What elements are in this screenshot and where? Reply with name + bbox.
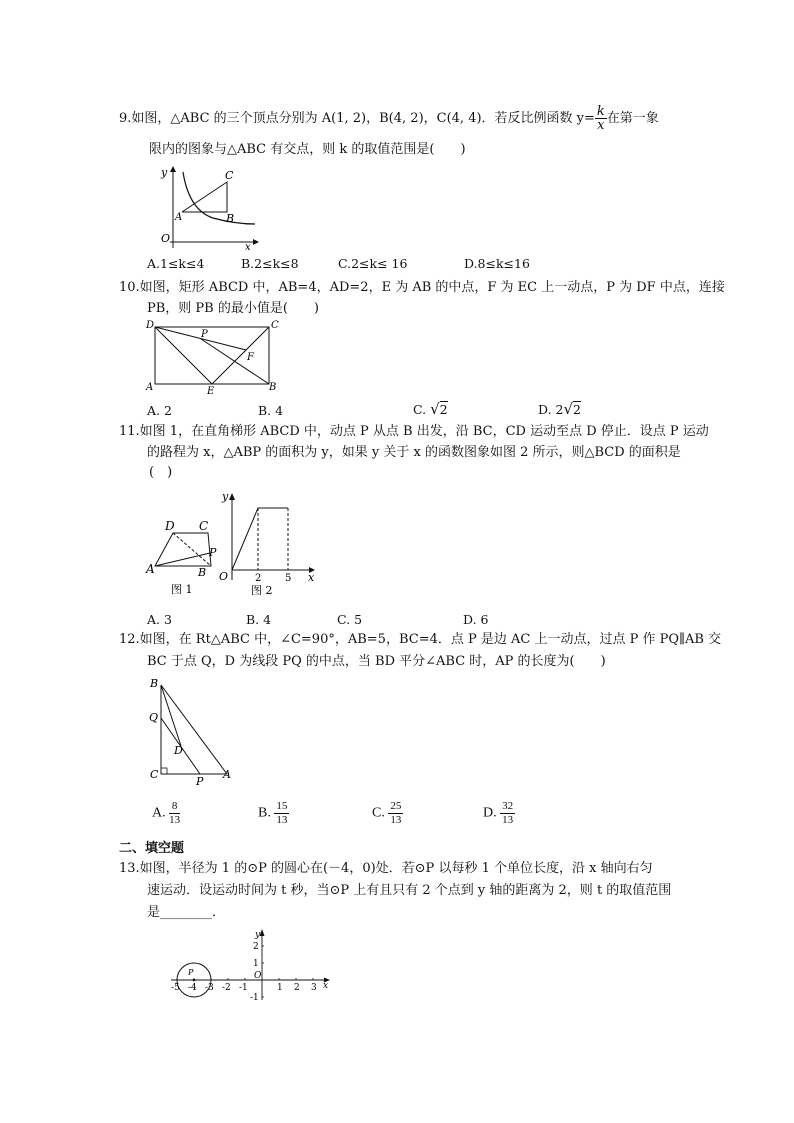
q9-option-b[interactable]: B.2≤k≤8 — [241, 256, 299, 271]
q10-line1: 10.如图，矩形 ABCD 中，AB=4，AD=2，E 为 AB 的中点，F 为 EC 上一动点，P 为 DF 中点，连接 — [119, 280, 725, 295]
q13-line1: 13.如图，半径为 1 的⊙P 的圆心在(－4，0)处．若⊙P 以每秒 1 个单位长度，沿 x 轴向右匀 — [119, 861, 653, 876]
q12-option-d[interactable]: D. $\frac{32}{13}$ — [483, 800, 514, 826]
q13-label-x: x — [323, 981, 329, 991]
q11-figure1 — [143, 513, 223, 598]
q13-ytick-neg1: -1 — [250, 993, 259, 1003]
q13-line3: 是________． — [147, 905, 226, 920]
q13-xtick-3: 3 — [311, 983, 317, 993]
q9-label-o: O — [161, 232, 171, 245]
q10-label-e: E — [207, 386, 215, 394]
q10-label-b: B — [269, 382, 277, 393]
q11-fig1-label-p: P — [209, 546, 217, 559]
q13-figure — [168, 926, 338, 1006]
q11-option-d[interactable]: D. 6 — [463, 612, 489, 627]
q11-fig1-label-c: C — [199, 519, 209, 533]
q10-option-d-radicand: 2 — [573, 402, 581, 417]
q13-xtick-neg3: -3 — [205, 983, 214, 993]
q10-option-a[interactable]: A. 2 — [147, 403, 172, 418]
q9-option-d[interactable]: D.8≤k≤16 — [464, 256, 530, 271]
q9-line1: 9.如图，△ABC 的三个顶点分别为 A(1, 2)，B(4, 2)，C(4, 4)．若反比例函数 y= $\frac{k}{x}$ 在第一象 — [119, 104, 659, 133]
q13-xtick-2: 2 — [294, 983, 300, 993]
q13-xtick-neg4: -4 — [188, 983, 197, 993]
q11-option-b[interactable]: B. 4 — [246, 612, 272, 627]
q13-xtick-neg2: -2 — [222, 983, 231, 993]
q11-fig1-caption: 图 1 — [171, 583, 193, 596]
q9-option-a[interactable]: A.1≤k≤4 — [147, 256, 205, 271]
q9-label-a: A — [175, 212, 183, 223]
q11-fig2-label-x: x — [308, 571, 315, 584]
q12-label-c: C — [150, 768, 159, 781]
q13-ytick-1: 1 — [253, 959, 259, 969]
q10-option-c-radicand: 2 — [439, 402, 448, 417]
q9-line2: 限内的图象与△ABC 有交点，则 k 的取值范围是( ) — [149, 142, 466, 157]
section-title-fill-in: 二、填空题 — [119, 841, 185, 856]
q9-option-c[interactable]: C.2≤k≤ 16 — [338, 256, 408, 271]
q9-label-y: y — [161, 166, 168, 179]
q12-line1: 12.如图，在 Rt△ABC 中，∠C=90°，AB=5，BC=4．点 P 是边 AC 上一动点，过点 P 作 PQ∥AB 交 — [119, 632, 722, 647]
q11-fig2-tick-2: 2 — [255, 573, 262, 584]
q13-ytick-2: 2 — [253, 942, 259, 952]
q12-label-d: D — [174, 744, 183, 757]
q10-label-p: P — [201, 329, 208, 340]
q10-figure — [145, 318, 283, 394]
q12-option-a[interactable]: A. $\frac{8}{13}$ — [152, 800, 181, 826]
q10-option-d[interactable]: D. 2√2 — [538, 400, 581, 418]
q11-fig2-tick-5: 5 — [285, 573, 292, 584]
q10-label-c: C — [271, 320, 279, 331]
q13-xtick-neg1: -1 — [239, 983, 248, 993]
q10-option-c[interactable]: C. √2 — [413, 400, 448, 418]
q12-label-p: P — [196, 775, 204, 787]
q13-label-y: y — [255, 930, 261, 940]
q12-label-b: B — [150, 677, 159, 690]
q12-label-q: Q — [149, 711, 159, 724]
q13-label-o: O — [254, 971, 262, 981]
q9-figure — [155, 162, 260, 250]
q12-line2: BC 于点 Q，D 为线段 PQ 的中点，当 BD 平分∠ABC 时，AP 的长度为( ) — [147, 654, 606, 669]
q11-fig1-label-d: D — [165, 519, 175, 533]
q11-fig2-caption: 图 2 — [251, 584, 273, 597]
q11-figure2 — [218, 488, 318, 600]
q13-xtick-1: 1 — [277, 983, 283, 993]
q11-fig2-label-y: y — [222, 490, 229, 503]
q11-fig2-label-o: O — [219, 570, 229, 583]
q9-label-b: B — [226, 212, 235, 225]
q13-line2: 速运动．设运动时间为 t 秒，当⊙P 上有且只有 2 个点到 y 轴的距离为 2，则 t 的取值范围 — [147, 883, 672, 898]
q10-label-a: A — [146, 382, 154, 393]
q10-label-d: D — [146, 320, 155, 331]
q12-option-c[interactable]: C. $\frac{25}{13}$ — [372, 800, 402, 826]
q12-label-a: A — [223, 768, 231, 781]
q10-line2: PB，则 PB 的最小值是( ) — [147, 301, 320, 316]
q11-option-c[interactable]: C. 5 — [337, 612, 363, 627]
q11-fig1-label-a: A — [146, 562, 155, 576]
q11-line1: 11.如图 1，在直角梯形 ABCD 中，动点 P 从点 B 出发，沿 BC，CD 运动至点 D 停止．设点 P 运动 — [119, 424, 709, 439]
q11-line3: ( ) — [149, 465, 173, 480]
q12-option-b[interactable]: B. $\frac{15}{13}$ — [258, 800, 288, 826]
q9-fraction: $\frac{k}{x}$ — [596, 104, 605, 133]
q13-xtick-neg5: -5 — [171, 983, 180, 993]
q13-label-p: P — [188, 968, 194, 977]
q10-label-f: F — [247, 352, 254, 363]
q11-fig1-label-b: B — [198, 566, 207, 579]
q9-label-c: C — [225, 169, 234, 182]
q10-option-b[interactable]: B. 4 — [258, 403, 284, 418]
q11-option-a[interactable]: A. 3 — [147, 612, 172, 627]
q9-label-x: x — [245, 242, 251, 250]
q11-line2: 的路程为 x，△ABP 的面积为 y，如果 y 关于 x 的函数图象如图 2 所示，则△BCD 的面积是 — [147, 445, 681, 460]
q12-figure — [145, 675, 237, 787]
